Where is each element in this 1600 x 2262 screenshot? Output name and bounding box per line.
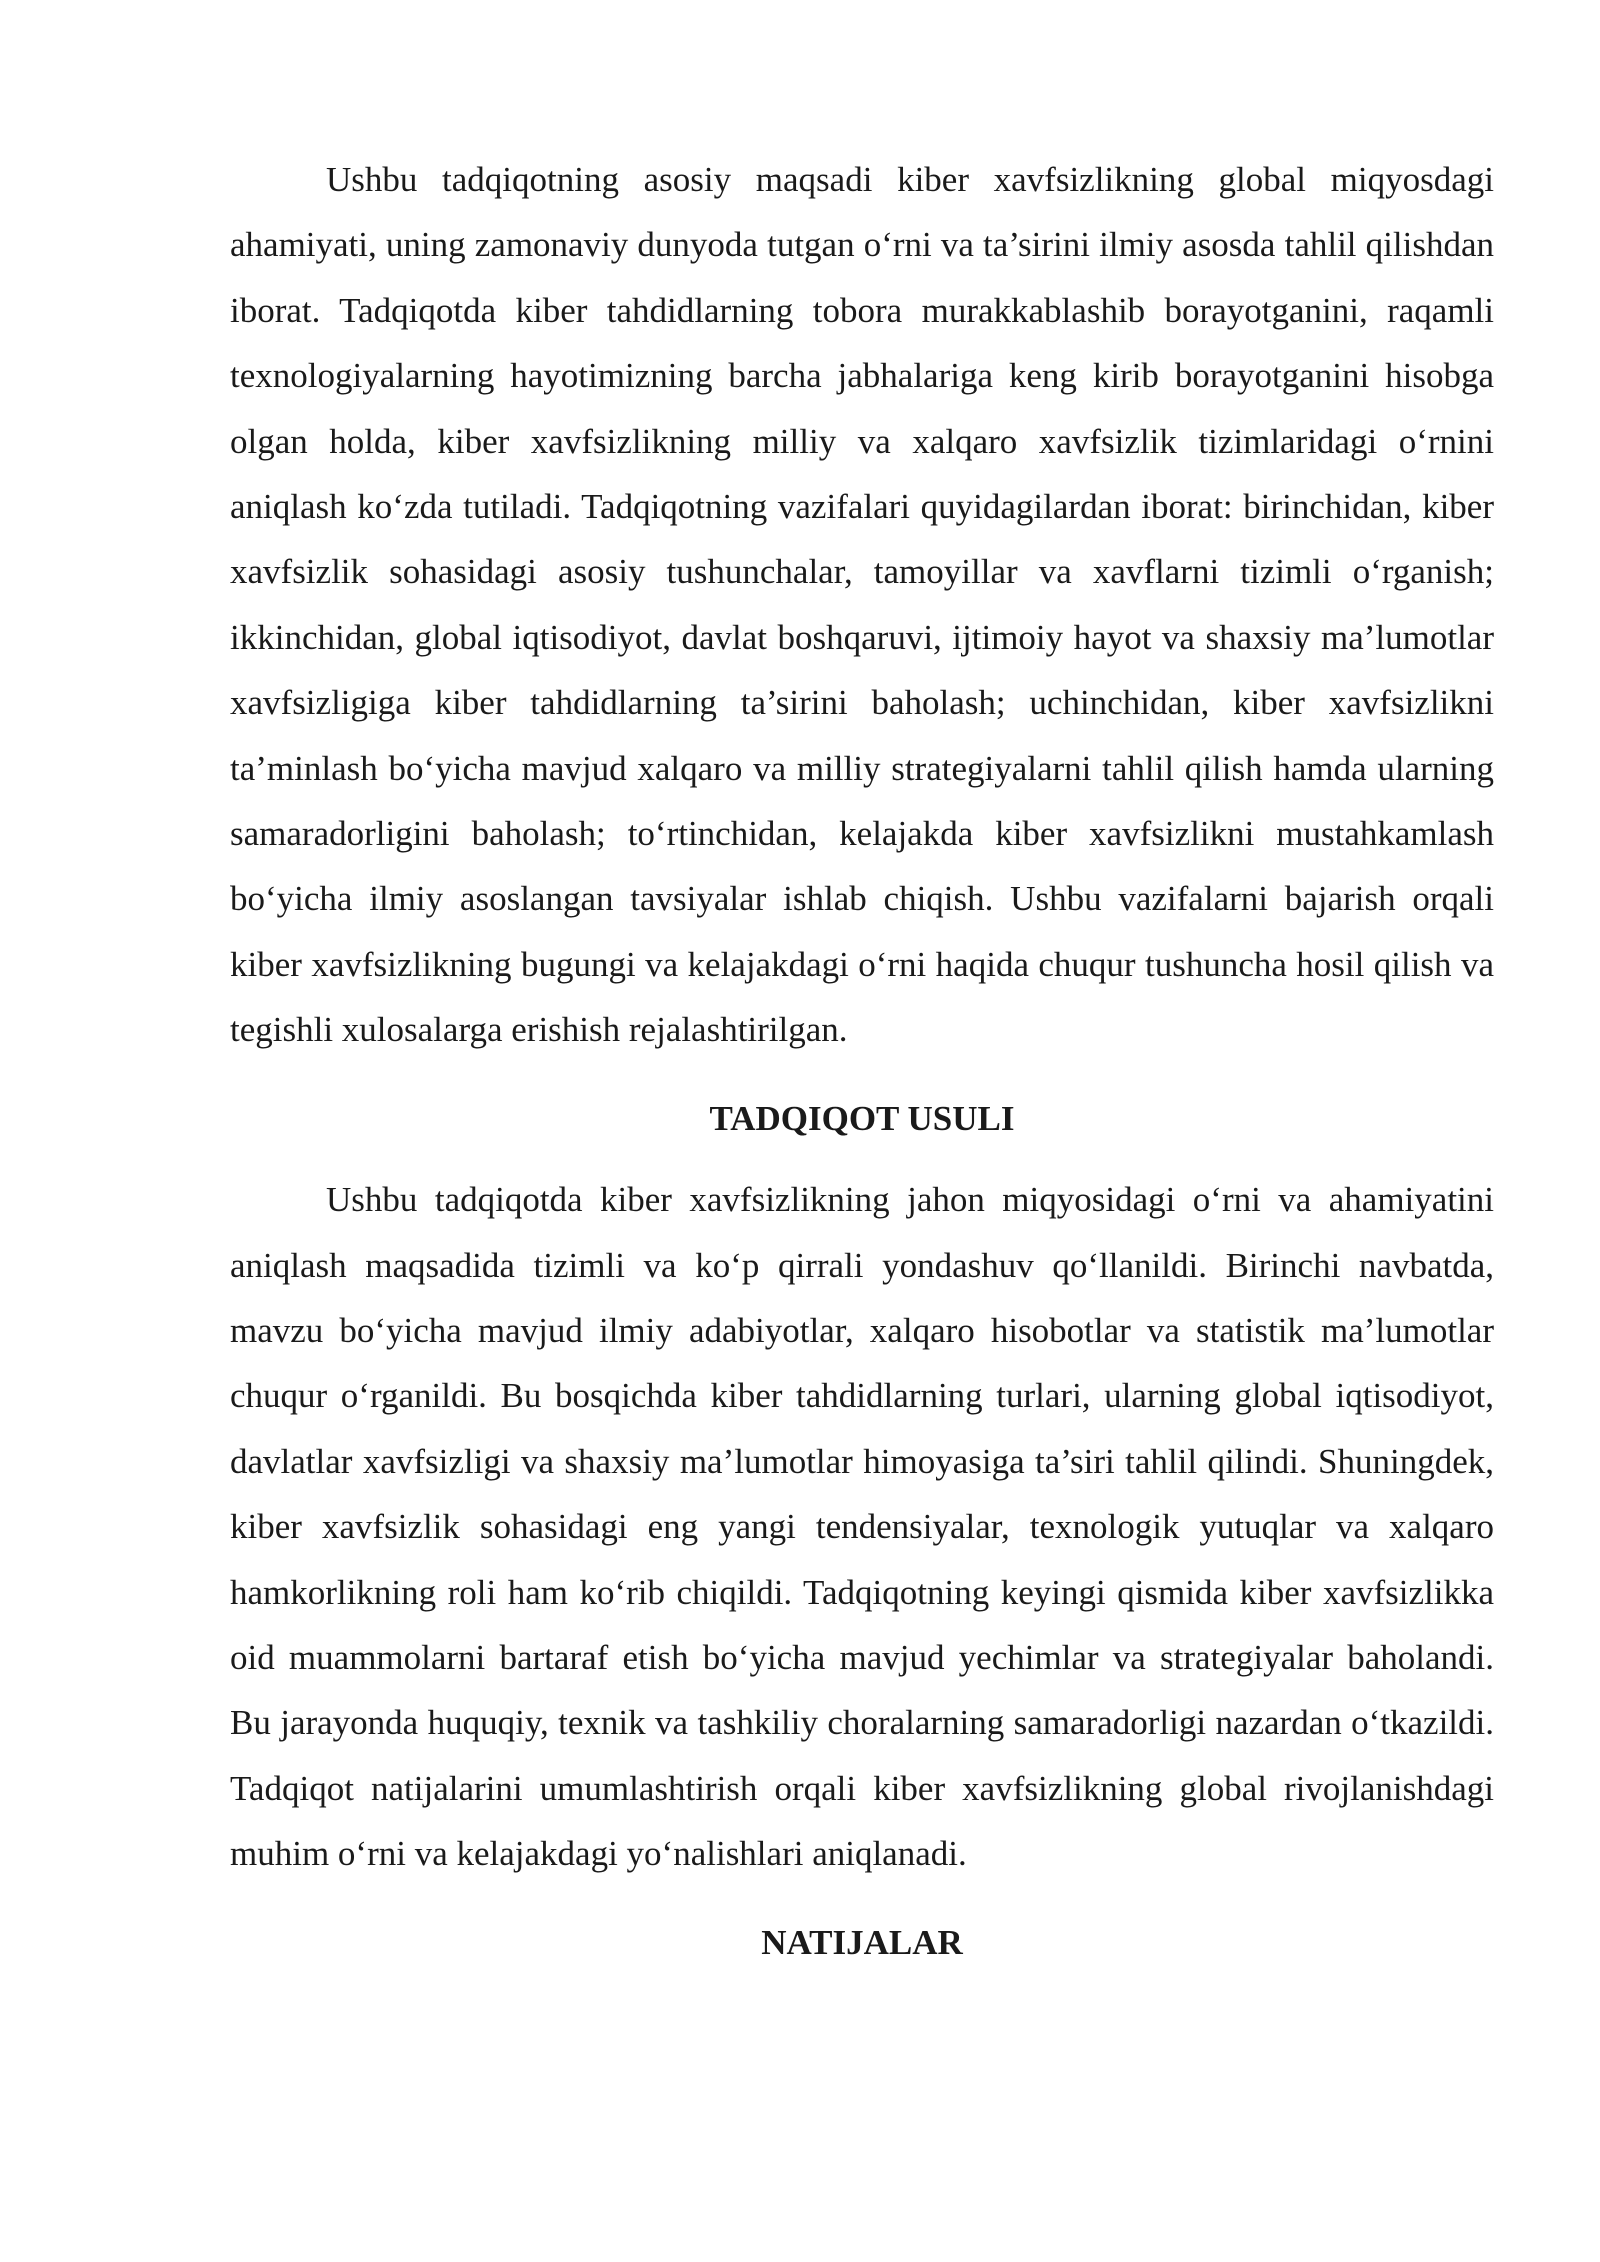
section-heading-results: NATIJALAR [761, 1922, 963, 1962]
paragraph-method: Ushbu tadqiqotda kiber xavfsizlikning jahon miqyosidagi o‘rni va ahamiyatini aniqlash maqsadida tizimli va ko‘p qirrali yondashuv qo‘llanildi. Birinchi navbatda, mavzu bo‘yicha mavjud ilmiy adabiyotlar, xalqaro hisobotlar va statistik ma’lumotlar chuqur o‘rganildi. Bu bosqichda kiber tahdidlarning turlari, ularning global iqtisodiyot, davlatlar xavfsizligi va shaxsiy ma’lumotlar himoyasiga ta’siri tahlil qilindi. Shuningdek, kiber xavfsizlik sohasidagi eng yangi tendensiyalar, texnologik yutuqlar va xalqaro hamkorlikning roli ham ko‘rib chiqildi. Tadqiqotning keyingi qismida kiber xavfsizlikka oid muammolarni bartaraf etish bo‘yicha mavjud yechimlar va strategiyalar baholandi. Bu jarayonda huquqiy, texnik va tashkiliy choralarning samaradorligi nazardan o‘tkazildi. Tadqiqot natijalarini umumlashtirish orqali kiber xavfsizlikning global rivojlanishdagi muhim o‘rni va kelajakdagi yo‘nalishlari aniqlanadi. [230, 1180, 1494, 1874]
paragraph-purpose: Ushbu tadqiqotning asosiy maqsadi kiber xavfsizlikning global miqyosdagi ahamiyati, uning zamonaviy dunyoda tutgan o‘rni va ta’sirini ilmiy asosda tahlil qilishdan iborat. Tadqiqotda kiber tahdidlarning tobora murakkablashib borayotganini, raqamli texnologiyalarning hayotimizning barcha jabhalariga keng kirib borayotganini hisobga olgan holda, kiber xavfsizlikning milliy va xalqaro xavfsizlik tizimlaridagi o‘rnini aniqlash ko‘zda tutiladi. Tadqiqotning vazifalari quyidagilardan iborat: birinchidan, kiber xavfsizlik sohasidagi asosiy tushunchalar, tamoyillar va xavflarni tizimli o‘rganish; ikkinchidan, global iqtisodiyot, davlat boshqaruvi, ijtimoiy hayot va shaxsiy ma’lumotlar xavfsizligiga kiber tahdidlarning ta’sirini baholash; uchinchidan, kiber xavfsizlikni ta’minlash bo‘yicha mavjud xalqaro va milliy strategiyalarni tahlil qilish hamda ularning samaradorligini baholash; to‘rtinchidan, kelajakda kiber xavfsizlikni mustahkamlash bo‘yicha ilmiy asoslangan tavsiyalar ishlab chiqish. Ushbu vazifalarni bajarish orqali kiber xavfsizlikning bugungi va kelajakdagi o‘rni haqida chuqur tushuncha hosil qilish va tegishli xulosalarga erishish rejalashtirilgan. [230, 160, 1494, 1050]
document-body [230, 147, 1494, 1975]
section-heading-method: TADQIQOT USULI [709, 1098, 1015, 1138]
